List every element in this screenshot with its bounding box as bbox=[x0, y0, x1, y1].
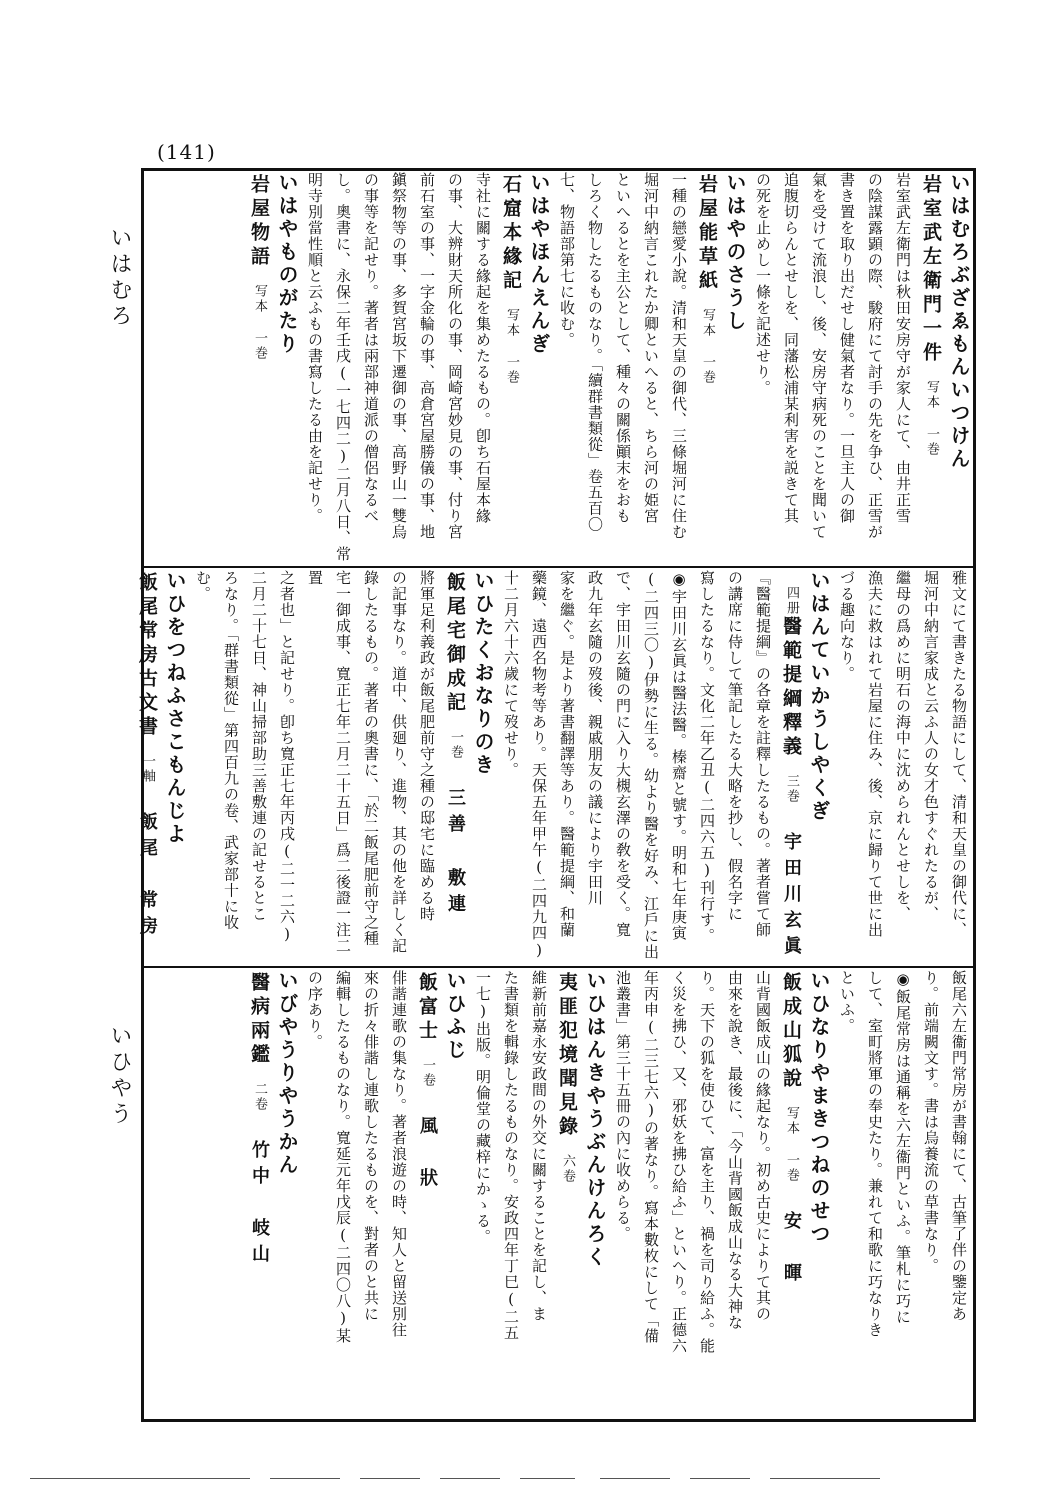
body-line: しろく物したるものなり。「續群書類從」卷五百〇 bbox=[586, 172, 604, 533]
body-line: の陰謀露顕の際、駿府にて討手の先を争ひ、正雪が bbox=[866, 172, 884, 540]
body-line: 堀河中納言家成と云ふ人の女才色すぐれたるが、 bbox=[922, 570, 940, 922]
running-head-bottom: いひやう bbox=[107, 1024, 132, 1128]
body-line: の事、大辨財天所化の事、岡崎宮妙見の事、付り宮 bbox=[446, 172, 464, 540]
body-line: 寺社に關する緣起を集めたるもの。卽ち石屋本緣 bbox=[474, 172, 492, 524]
body-line: 氣を受けて流浪し、後、安房守病死のことを聞いて bbox=[810, 172, 828, 540]
entry-title: 石窟本緣記 bbox=[500, 174, 522, 294]
body-line: く災を拂ひ、又、邪妖を拂ひ給ふ」といへり。正德六 bbox=[670, 970, 688, 1354]
entry-meta: 二卷 bbox=[252, 1082, 267, 1112]
band-divider-1 bbox=[141, 566, 976, 568]
entry-note: 三善 bbox=[445, 788, 466, 840]
entry-title: 飯尾宅御成記 bbox=[444, 572, 466, 716]
entry-heading: いはやのさうし bbox=[723, 172, 747, 333]
entry-meta: 写本 一巻 bbox=[784, 1106, 799, 1183]
entry-meta: 一巻 bbox=[448, 730, 463, 760]
body-line: ◉宇田川玄眞は醫法醫。榛齋と號す。明和七年庚寅 bbox=[670, 570, 688, 941]
body-line: 來の折々俳諧し連歌したるものを、對者のと共に bbox=[362, 970, 380, 1322]
entry-title: 醫範提綱釋義 bbox=[780, 616, 802, 760]
body-line: 藥鏡、遠西名物考等あり。天保五年甲午(二四九四) bbox=[530, 570, 548, 960]
page-number: (141) bbox=[157, 140, 216, 164]
body-line: 鎭祭物等の事、多賀宮坂下遷御の事、高野山一雙烏 bbox=[390, 172, 408, 540]
body-line: 明寺別當性順と云ふもの書寫したる由を記せり。 bbox=[306, 172, 324, 524]
body-line: 將軍足利義政が飯尾肥前守之種の邸宅に臨める時 bbox=[418, 570, 436, 922]
bottom-rule bbox=[690, 1478, 750, 1479]
body-line: 俳諧連歌の集なり。著者浪遊の時、知人と留送別往 bbox=[390, 970, 408, 1338]
body-line: 寫したるなり。文化二年乙丑(二四六五)刊行す。 bbox=[698, 570, 716, 944]
bottom-rule bbox=[360, 1478, 420, 1479]
entry-title: 夷匪犯境聞見錄 bbox=[556, 972, 578, 1140]
body-line: といふ。 bbox=[838, 970, 856, 1034]
body-line: で、宇田川玄隨の門に入り大槻玄澤の敎を受く。寬 bbox=[614, 570, 632, 938]
band-2-text bbox=[133, 570, 973, 962]
body-line: 編輯したるものなり。寬延元年戊辰(二四〇八)某 bbox=[334, 970, 352, 1344]
body-line: 繼母の爲めに明石の海中に沈められんとせしを、 bbox=[894, 570, 912, 922]
entry-author: 宇田川玄眞 bbox=[781, 832, 802, 962]
entry-heading: いひなりやまきつねのせつ bbox=[807, 970, 831, 1246]
entry-meta: 三巻 bbox=[784, 774, 799, 804]
entry-heading: いひふじ bbox=[443, 970, 467, 1062]
body-line: 由來を說き、最後に、「今山背國飯成山なる大神な bbox=[726, 970, 744, 1331]
bottom-rule bbox=[770, 1478, 880, 1479]
entry-author: 安 暉 bbox=[781, 1211, 802, 1289]
body-line: 宅一御成事、寬正七年二月二十五日」爲二後證一注二置 bbox=[306, 570, 352, 954]
bottom-rule bbox=[270, 1478, 340, 1479]
entry-meta: 写本 一巻 bbox=[252, 284, 267, 361]
body-line: 前石室の事、一字金輪の事、高倉宮屋勝儀の事、地 bbox=[418, 172, 436, 540]
entry-heading: いびやうりやうかん bbox=[275, 970, 299, 1177]
body-line: 十二月六十六歲にて歿せり。 bbox=[502, 570, 520, 778]
entry-title: 岩室武左衛門一件 bbox=[920, 174, 942, 366]
body-line: 漁夫に救はれて岩屋に住み、後、京に歸りて世に出 bbox=[866, 570, 884, 938]
body-line: の講席に侍して筆記したる大略を抄し、假名字に bbox=[726, 570, 744, 922]
entry-meta: 一卷 bbox=[420, 1058, 435, 1088]
entry-note: 四册 bbox=[784, 586, 799, 616]
body-line: 之者也」と記せり。卽ち寬正七年丙戌(二一二六) bbox=[278, 570, 296, 944]
body-line: 二月二十七日、神山掃部助三善敷連の記せるとこ bbox=[250, 570, 268, 922]
entry-author: 飯尾 常房 bbox=[137, 812, 158, 942]
body-line: 『醫範提綱』の各章を註釋したるもの。著者嘗て師 bbox=[754, 570, 772, 938]
bottom-rule bbox=[520, 1478, 575, 1479]
entry-author: 風 狀 bbox=[417, 1116, 438, 1194]
entry-heading: いはやものがたり bbox=[275, 172, 299, 356]
bottom-rule bbox=[600, 1478, 670, 1479]
body-line: 一七)出版。明倫堂の藏梓にかゝる。 bbox=[474, 970, 492, 1245]
entry-heading: いはむろぶざゑもんいつけん bbox=[947, 172, 971, 471]
band-2 bbox=[136, 570, 973, 962]
running-head-top: いはむろ bbox=[107, 226, 132, 330]
body-line: 年丙申(二三七六)の著なり。寫本數枚にして「備 bbox=[642, 970, 660, 1344]
entry-title: 飯成山狐說 bbox=[780, 972, 802, 1092]
entry-author: 竹中 岐山 bbox=[249, 1140, 270, 1270]
body-line: り。前端闕文す。書は烏養流の草書なり。 bbox=[922, 970, 940, 1274]
bottom-rule bbox=[30, 1478, 250, 1479]
body-line: た書類を輯錄したるものなり。安政四年丁巳(二五 bbox=[502, 970, 520, 1341]
band-3-text bbox=[245, 970, 973, 1418]
body-line: 雅文にて書きたる物語にして、清和天皇の御代に、 bbox=[950, 570, 968, 938]
body-line: の事等を記せり。著者は兩部神道派の僧侶なるべ bbox=[362, 172, 380, 524]
entry-heading: いひをつねふさこもんじよ bbox=[163, 570, 187, 846]
body-line: 池叢書」第三十五冊の內に收めらる。 bbox=[614, 970, 632, 1242]
entry-title: 飯富士 bbox=[416, 972, 438, 1044]
entry-meta: 六卷 bbox=[560, 1154, 575, 1184]
body-line: 堀河中納言これたか卿といへると、ちら河の姫宮 bbox=[642, 172, 660, 524]
entry-title: 飯尾常房古文書 bbox=[136, 572, 158, 740]
entry-heading: いはんていかうしやくぎ bbox=[807, 570, 831, 823]
body-line: といへるとを主公として、種々の關係顚末をおも bbox=[614, 172, 632, 524]
body-line: 家を繼ぐ。是より著書翻譯等あり。醫範提綱、和蘭 bbox=[558, 570, 576, 938]
entry-author: 敷連 bbox=[445, 868, 466, 920]
body-line: 七、物語部第七に收む。 bbox=[558, 172, 576, 348]
body-line: り。天下の狐を使ひて、富を主り、禍を司り給ふ。能 bbox=[698, 970, 716, 1354]
body-line: ◉飯尾常房は通稱を六左衞門といふ。筆札に巧に bbox=[894, 970, 912, 1325]
body-line: の死を止めし一條を記述せり。 bbox=[754, 172, 772, 396]
entry-heading: いひはんきやうぶんけんろく bbox=[583, 970, 607, 1269]
entry-title: 岩屋物語 bbox=[248, 174, 270, 270]
bottom-rule bbox=[440, 1478, 500, 1479]
entry-title: 醫病兩鑑 bbox=[248, 972, 270, 1068]
body-line: して、室町將軍の奉史たり。兼れて和歌に巧なりき bbox=[866, 970, 884, 1338]
body-line: 書き置を取り出だせし健氣者なり。一旦主人の御 bbox=[838, 172, 856, 524]
entry-meta: 一軸 bbox=[140, 754, 155, 784]
band-1-text bbox=[245, 172, 973, 562]
entry-title: 岩屋能草紙 bbox=[696, 174, 718, 294]
body-line: 錄したるもの。著者の奧書に、「於二飯尾肥前守之種 bbox=[362, 570, 380, 947]
body-line: 山背國飯成山の緣起なり。初め古史によりて其の bbox=[754, 970, 772, 1322]
body-line: 岩室武左衛門は秋田安房守が家人にて、由井正雪 bbox=[894, 172, 912, 524]
body-line: (二四三〇)伊勢に生る。幼より醫を好み、江戶に出 bbox=[642, 570, 660, 960]
band-divider-2 bbox=[141, 966, 976, 968]
body-line: ろなり。「群書類從」第四百九の卷、武家部十に收む。 bbox=[194, 570, 240, 931]
body-line: の記事なり。道中、供廻り、進物、其の他を詳しく記 bbox=[390, 570, 408, 954]
band-1 bbox=[144, 172, 973, 562]
entry-heading: いはやほんえんぎ bbox=[527, 172, 551, 356]
body-line: し。奧書に、永保二年壬戌(一七四二)二月八日、常 bbox=[334, 172, 352, 562]
body-line: の序あり。 bbox=[306, 970, 324, 1050]
body-line: 一種の戀愛小說。清和天皇の御代、三條堀河に住む bbox=[670, 172, 688, 540]
body-line: 政九年玄隨の歿後、親戚朋友の議により宇田川 bbox=[586, 570, 604, 906]
body-line: づる趣向なり。 bbox=[838, 570, 856, 682]
entry-heading: いひたくおなりのき bbox=[471, 570, 495, 777]
body-line: 飯尾六左衞門常房が書翰にて、古筆了伴の鑒定あ bbox=[950, 970, 968, 1322]
body-line: 追腹切らんとせしを、同藩松浦某利害を説きて其 bbox=[782, 172, 800, 524]
entry-meta: 写本 一巻 bbox=[700, 308, 715, 385]
body-line: 維新前嘉永安政間の外交に關することを記し、ま bbox=[530, 970, 548, 1322]
entry-meta: 写本 一巻 bbox=[504, 308, 519, 385]
band-3 bbox=[144, 970, 973, 1418]
entry-meta: 写本 一巻 bbox=[924, 380, 939, 457]
